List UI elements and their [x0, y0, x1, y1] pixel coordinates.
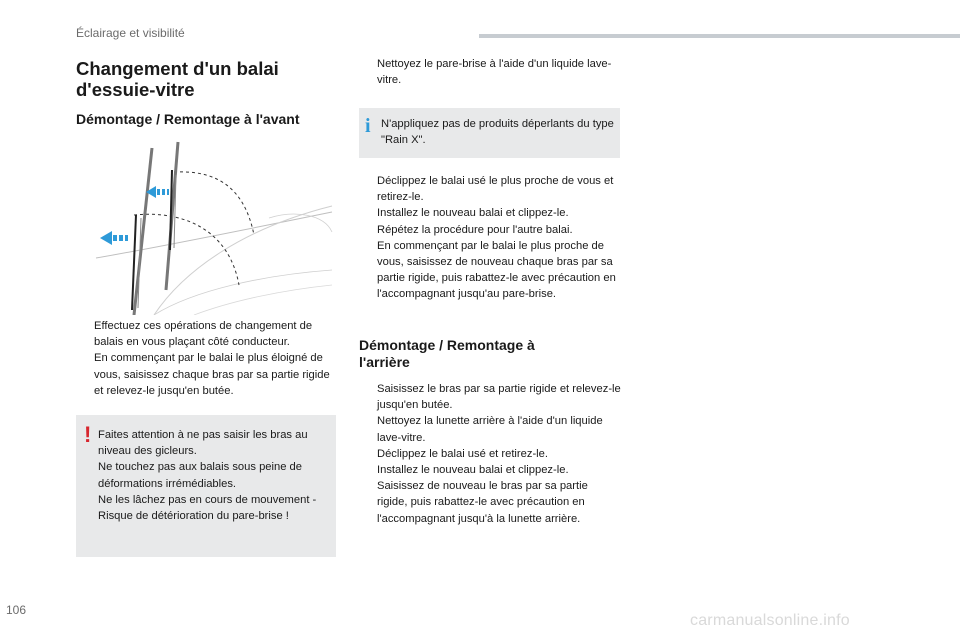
arrow-icon-upper: [146, 186, 169, 198]
list-item: [359, 56, 623, 88]
page-number: 106: [6, 603, 27, 617]
list-item: [76, 350, 338, 399]
info-box: [359, 108, 620, 158]
step-text: Installez le nouveau balai et clippez-le.: [377, 207, 569, 220]
step-text: Déclippez le balai usé et retirez-le.: [377, 447, 549, 460]
step-text: Effectuez ces opérations de changement de balais en vous plaçant côté conducteur.: [94, 320, 313, 349]
section-title-rear: Démontage / Remontage à l'arrière: [359, 337, 535, 370]
list-item: [359, 478, 621, 527]
hood-edge: [154, 270, 332, 315]
info-icon: i: [365, 115, 371, 137]
step-text: Installez le nouveau balai et clippez-le.: [377, 464, 569, 477]
step-text: Nettoyez le pare-brise à l'aide d'un liquide lave-vitre.: [377, 58, 612, 87]
left-column: [76, 58, 338, 128]
wiper-arm-back: [166, 142, 178, 290]
step-text: Déclippez le balai usé le plus proche de vous et retirez-le.: [377, 175, 614, 204]
header-bar: [479, 34, 960, 38]
list-item: [359, 205, 621, 221]
step-text: Saisissez de nouveau le bras par sa partie rigide, puis rabattez-le avec précaution en l'accompagnant jusqu'à la lunette arrière.: [377, 480, 588, 525]
list-item: [359, 222, 621, 238]
wiper-arm-front: [134, 148, 152, 315]
info-text: N'appliquez pas de produits déperlants du type "Rain X".: [381, 118, 614, 147]
step-text: Nettoyez la lunette arrière à l'aide d'un liquide lave-vitre.: [377, 415, 603, 444]
right-steps: [359, 173, 621, 303]
rear-steps: [359, 381, 621, 527]
sweep-arc-inner: [134, 214, 239, 285]
right-step-top: [359, 56, 623, 88]
list-item: [359, 381, 621, 413]
left-steps: [76, 318, 338, 399]
windshield-edge-2: [154, 206, 332, 315]
list-item: [359, 413, 621, 445]
windshield-edge: [96, 212, 332, 258]
arrow-icon-lower: [100, 231, 128, 245]
list-item: [359, 446, 621, 462]
step-text: Saisissez le bras par sa partie rigide et relevez-le jusqu'en butée.: [377, 383, 621, 412]
step-text: Répétez la procédure pour l'autre balai.: [377, 223, 573, 236]
step-text: En commençant par le balai le plus éloigné de vous, saisissez chaque bras par sa partie rigide et relevez-le jusqu'en butée.: [94, 352, 330, 397]
warning-exclamation-icon: !: [84, 422, 92, 447]
list-item: [359, 173, 621, 205]
page-title: Changement d'un balai d'essuie-vitre: [76, 58, 279, 100]
watermark: carmanualsonline.info: [690, 612, 850, 629]
warning-box: [76, 415, 336, 557]
section-title-front: Démontage / Remontage à l'avant: [76, 111, 300, 127]
list-item: [359, 462, 621, 478]
list-item: [359, 238, 621, 303]
warning-text: Faites attention à ne pas saisir les bras au niveau des gicleurs. Ne touchez pas aux balais sous peine de déformations irrémédiables. Ne les lâchez pas en cours de mouvement - Risque de détérioration du pare-brise !: [98, 429, 317, 523]
list-item: [76, 318, 338, 350]
header-title: Éclairage et visibilité: [76, 26, 185, 40]
step-text: En commençant par le balai le plus proche de vous, saisissez de nouveau chaque bras par sa partie rigide, puis rabattez-le avec précaution en l'accompagnant jusqu'au pare-brise.: [377, 239, 616, 301]
wiper-illustration: [94, 140, 334, 315]
sweep-arc-outer: [174, 172, 254, 235]
